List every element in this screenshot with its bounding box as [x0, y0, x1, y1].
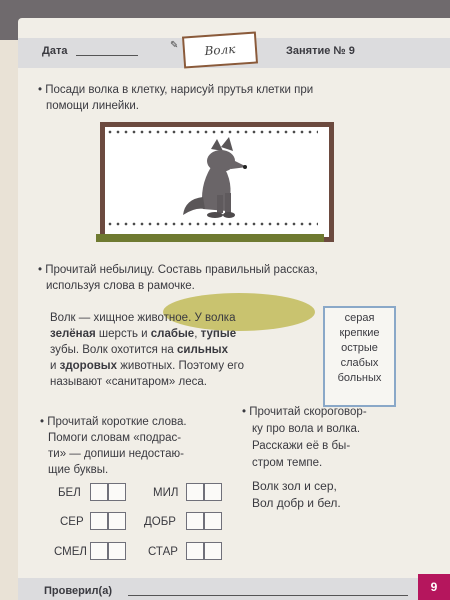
- bullet: •: [242, 406, 247, 418]
- bullet: •: [40, 416, 45, 428]
- task4-line1: Прочитай скороговор-: [249, 406, 367, 418]
- letter-cell[interactable]: [186, 512, 204, 530]
- bullet: •: [38, 264, 43, 276]
- word-box-item: крепкие: [339, 327, 380, 339]
- letter-cell[interactable]: [108, 542, 126, 560]
- tongue-twister: [252, 478, 341, 512]
- word-box-item: острые: [341, 342, 378, 354]
- task2-text: [38, 262, 318, 294]
- word-box-item: серая: [344, 312, 375, 324]
- letter-cell[interactable]: [108, 483, 126, 501]
- letter-cell[interactable]: [186, 483, 204, 501]
- word-right-2: ДОБР: [144, 516, 176, 528]
- ground-strip: [96, 234, 324, 242]
- bottom-dot-row: [106, 222, 318, 226]
- story-line2-mid: шерсть и: [98, 328, 148, 340]
- letter-cell[interactable]: [186, 542, 204, 560]
- letter-cell[interactable]: [204, 512, 222, 530]
- bullet: •: [38, 84, 43, 96]
- task2-line1: Прочитай небылицу. Составь правильный рассказ,: [45, 264, 318, 276]
- letter-cell[interactable]: [90, 542, 108, 560]
- word-zdorovykh: здоровых: [59, 360, 118, 372]
- word-silnykh: сильных: [177, 344, 229, 356]
- task1-line2: помощи линейки.: [46, 100, 139, 112]
- task3-line1: Прочитай короткие слова.: [47, 416, 187, 428]
- word-box-item: больных: [337, 372, 382, 384]
- story-paragraph: [50, 310, 308, 390]
- task3-line4: щие буквы.: [48, 464, 109, 476]
- letter-cell[interactable]: [204, 483, 222, 501]
- top-dot-row: [106, 130, 318, 134]
- word-zelenaya: зелёная: [50, 328, 96, 340]
- story-comma: ,: [194, 328, 198, 340]
- word-slabye: слабые: [150, 328, 195, 340]
- left-page-edge: [0, 40, 20, 600]
- workbook-page: [18, 18, 450, 600]
- story-line4-start: и: [50, 360, 57, 372]
- page-number: 9: [418, 574, 450, 600]
- task1-line1: Посади волка в клетку, нарисуй прутья клетки при: [45, 84, 314, 96]
- checked-label: Проверил(а): [44, 585, 112, 597]
- word-right-3: СТАР: [148, 546, 178, 558]
- task1-text: [38, 82, 313, 114]
- word-left-1: БЕЛ: [58, 487, 81, 499]
- story-line4-end: животных. Поэтому его: [120, 360, 245, 372]
- story-line1: Волк — хищное животное. У волка: [50, 312, 236, 324]
- checked-line: [128, 595, 408, 596]
- task3-line2: Помоги словам «подрас-: [48, 432, 182, 444]
- letter-cell[interactable]: [204, 542, 222, 560]
- word-left-3: СМЕЛ: [54, 546, 87, 558]
- story-line5: называют «санитаром» леса.: [50, 376, 207, 388]
- date-label: Дата: [42, 45, 68, 57]
- word-box-item: слабых: [340, 357, 379, 369]
- tongue-line2: Вол добр и бел.: [252, 496, 341, 510]
- task3-text: [40, 414, 187, 478]
- word-tupye: тупые: [200, 328, 237, 340]
- word-right-1: МИЛ: [153, 487, 179, 499]
- paperclip-icon: ✎: [170, 40, 179, 51]
- word-left-2: СЕР: [60, 516, 84, 528]
- wolf-illustration: [105, 127, 329, 237]
- task4-line4: стром темпе.: [252, 457, 323, 469]
- date-line: [76, 55, 138, 56]
- task2-line2: используя слова в рамочке.: [46, 280, 195, 292]
- task3-line3: ти» — допиши недостаю-: [48, 448, 184, 460]
- letter-cell[interactable]: [108, 512, 126, 530]
- story-line3: зубы. Волк охотится на: [50, 344, 174, 356]
- word-box: [323, 306, 396, 407]
- letter-cell[interactable]: [90, 512, 108, 530]
- task4-text: [242, 404, 367, 472]
- letter-cell[interactable]: [90, 483, 108, 501]
- task4-line3: Расскажи её в бы-: [252, 440, 351, 452]
- tongue-line1: Волк зол и сер,: [252, 479, 337, 493]
- title-tag: Волк: [182, 31, 258, 68]
- lesson-label: Занятие № 9: [286, 45, 355, 57]
- task4-line2: ку про вола и волка.: [252, 423, 361, 435]
